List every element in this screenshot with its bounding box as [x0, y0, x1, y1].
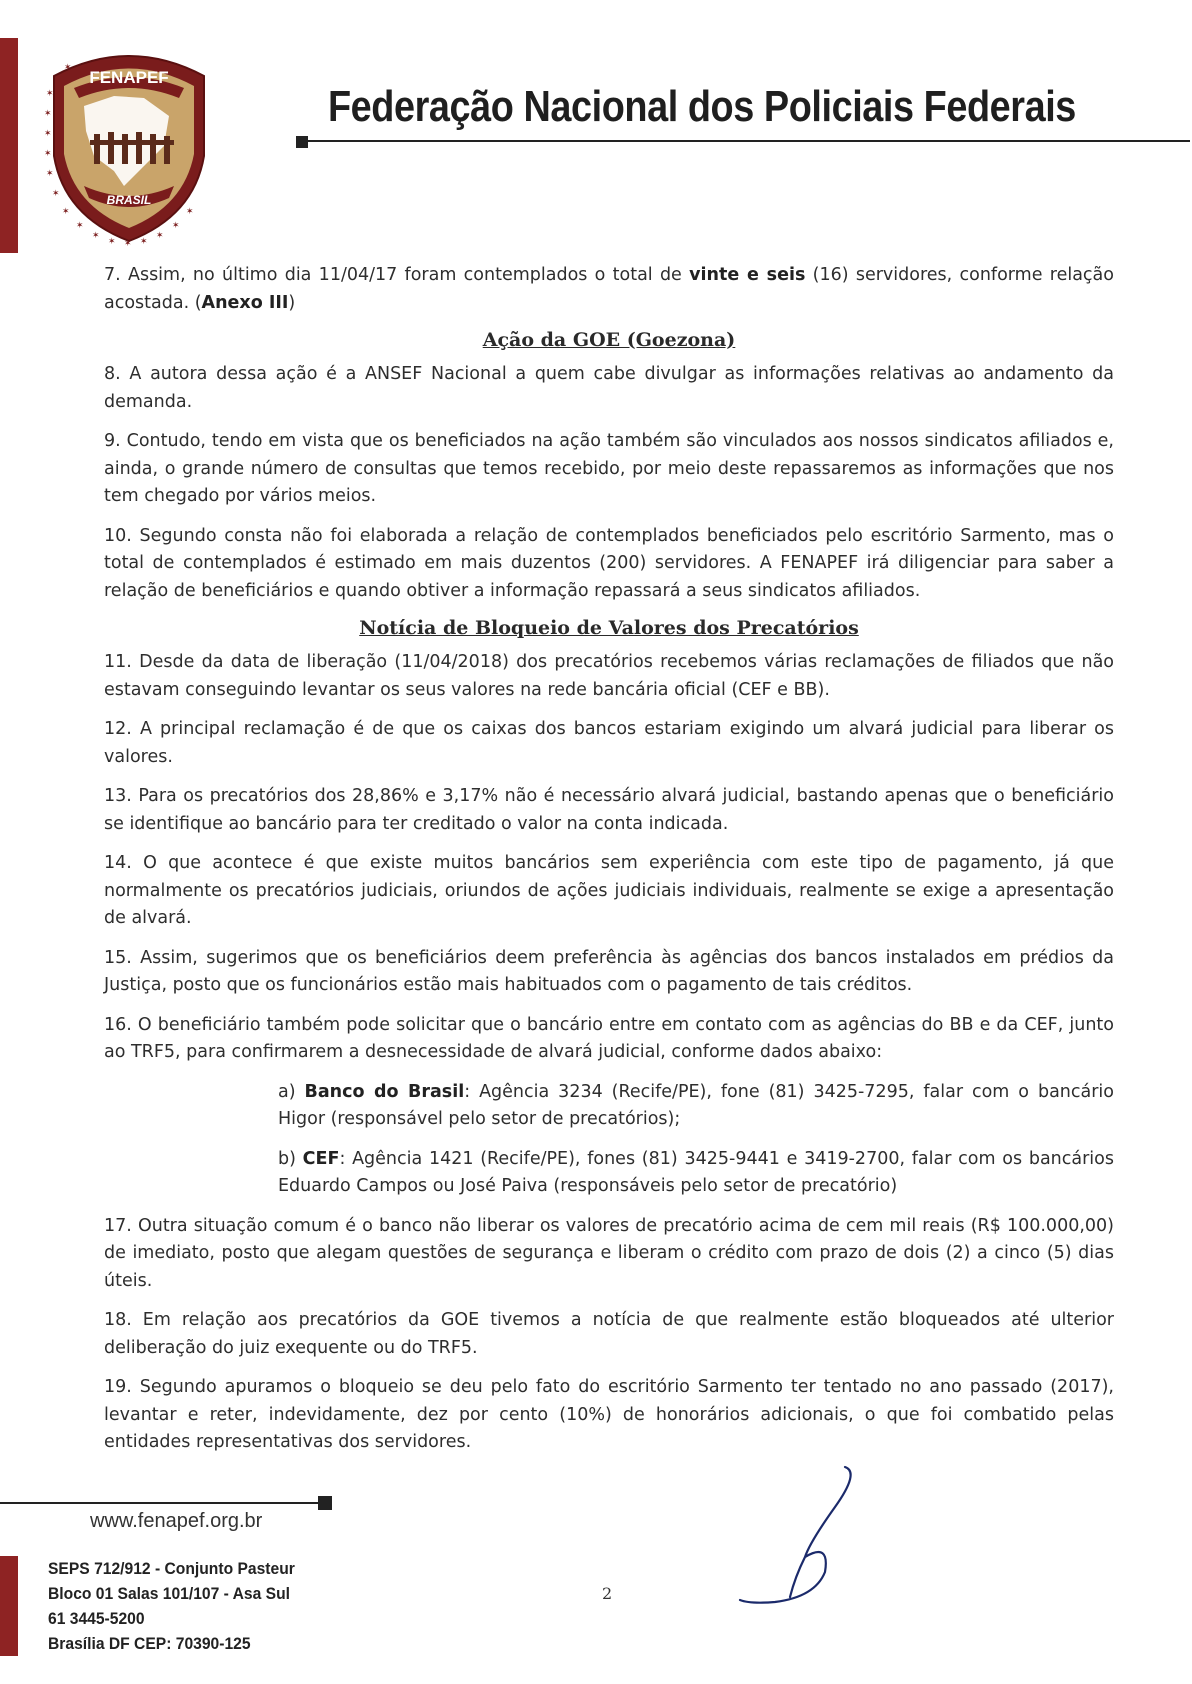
- paragraph-10: 10. Segundo consta não foi elaborada a relação de contemplados beneficiados pelo escritório Sarmento, mas o total de contemplados é estimado em mais duzentos (200) servidores. A FENAPEF irá diligenciar para saber a relação de beneficiários e quando obtiver a informação repassará a seus sindicatos afiliados.: [104, 525, 1114, 601]
- section-title-bloqueio: Notícia de Bloqueio de Valores dos Precatórios: [359, 617, 859, 639]
- paragraph-15: 15. Assim, sugerimos que os beneficiários deem preferência às agências dos bancos instalados em prédios da Justiça, posto que os funcionários estão mais habituados com o pagamento de tais créditos.: [104, 947, 1114, 995]
- paragraph-18: 18. Em relação aos precatórios da GOE tivemos a notícia de que realmente estão bloqueados até ulterior deliberação do juiz exequente ou do TRF5.: [104, 1310, 1114, 1358]
- paragraph-7: 7. Assim, no último dia 11/04/17 foram contemplados o total de vinte e seis (16) servidores, conforme relação acostada. (Anexo III): [104, 265, 1114, 313]
- logo-bottom-text: BRASIL: [106, 193, 152, 207]
- svg-text:✶: ✶: [46, 89, 54, 99]
- paragraph-11: 11. Desde da data de liberação (11/04/2018) dos precatórios recebemos várias reclamações de filiados que não estavam conseguindo levantar os seus valores na rede bancária oficial (CEF e BB).: [104, 652, 1114, 700]
- address-line-4: Brasília DF CEP: 70390-125: [48, 1634, 251, 1653]
- address-line-1: SEPS 712/912 - Conjunto Pasteur: [48, 1559, 295, 1578]
- footer-address: [48, 1556, 295, 1656]
- footer-rule: [0, 1502, 326, 1504]
- page-number: 2: [602, 1584, 613, 1603]
- paragraph-8: 8. A autora dessa ação é a ANSEF Nacional a quem cabe divulgar as informações relativas ao andamento da demanda.: [104, 364, 1114, 412]
- svg-text:✶: ✶: [44, 149, 52, 159]
- header-rule-square: [296, 136, 308, 148]
- organization-title: Federação Nacional dos Policiais Federais: [328, 82, 1076, 131]
- svg-text:✶: ✶: [46, 169, 54, 179]
- logo-top-text: FENAPEF: [89, 68, 169, 87]
- svg-text:✶: ✶: [92, 231, 100, 241]
- paragraph-17: 17. Outra situação comum é o banco não liberar os valores de precatório acima de cem mil reais (R$ 100.000,00) de imediato, posto que alegam questões de segurança e liberam o crédito com prazo de dois (2) a cinco (5) dias úteis.: [104, 1215, 1114, 1291]
- paragraph-12: 12. A principal reclamação é de que os caixas dos bancos estariam exigindo um alvará judicial para liberar os valores.: [104, 719, 1114, 767]
- svg-text:✶: ✶: [108, 237, 116, 246]
- paragraph-14: 14. O que acontece é que existe muitos bancários sem experiência com este tipo de pagamento, já que normalmente os precatórios judiciais, oriundos de ações judiciais individuais, realmente se exige a apresentação de alvará.: [104, 853, 1114, 928]
- document-body: [104, 262, 1114, 1469]
- svg-text:✶: ✶: [172, 221, 180, 231]
- left-red-bar-top: [0, 38, 18, 253]
- handwritten-signature: [735, 1462, 865, 1612]
- paragraph-16: 16. O beneficiário também pode solicitar que o bancário entre em contato com as agências do BB e da CEF, junto ao TRF5, para confirmarem a desnecessidade de alvará judicial, conforme dados abaixo:: [104, 1014, 1114, 1062]
- paragraph-13: 13. Para os precatórios dos 28,86% e 3,17% não é necessário alvará judicial, bastando apenas que o beneficiário se identifique ao bancário para ter creditado o valor na conta indicada.: [104, 786, 1114, 834]
- fenapef-badge-logo: [44, 36, 214, 246]
- section-title-goe: Ação da GOE (Goezona): [482, 329, 736, 351]
- paragraph-16-a: a) Banco do Brasil: Agência 3234 (Recife/PE), fone (81) 3425-7295, falar com o bancário Higor (responsável pelo setor de precatórios);: [278, 1081, 1114, 1129]
- svg-text:✶: ✶: [44, 129, 52, 139]
- footer-rule-square: [318, 1496, 332, 1510]
- svg-text:✶: ✶: [44, 109, 52, 119]
- svg-text:✶: ✶: [52, 189, 60, 199]
- address-line-2: Bloco 01 Salas 101/107 - Asa Sul: [48, 1584, 290, 1603]
- header-rule: [300, 140, 1190, 142]
- paragraph-9: 9. Contudo, tendo em vista que os beneficiados na ação também são vinculados aos nossos sindicatos afiliados e, ainda, o grande número de consultas que temos recebido, por meio deste repassaremos as informações que nos tem chegado por vários meios.: [104, 431, 1114, 506]
- address-line-3: 61 3445-5200: [48, 1609, 145, 1628]
- svg-text:✶: ✶: [64, 63, 72, 73]
- left-red-bar-bottom: [0, 1556, 18, 1656]
- svg-text:✶: ✶: [124, 239, 132, 246]
- svg-text:✶: ✶: [76, 221, 84, 231]
- paragraph-19: 19. Segundo apuramos o bloqueio se deu pelo fato do escritório Sarmento ter tentado no ano passado (2017), levantar e reter, indevidamente, dez por cento (10%) de honorários adicionais, o que foi combatido pelas entidades representativas dos servidores.: [104, 1377, 1114, 1452]
- svg-text:✶: ✶: [156, 231, 164, 241]
- website-link[interactable]: www.fenapef.org.br: [90, 1510, 263, 1532]
- svg-text:✶: ✶: [62, 207, 70, 217]
- paragraph-16-b: b) CEF: Agência 1421 (Recife/PE), fones (81) 3425-9441 e 3419-2700, falar com os bancários Eduardo Campos ou José Paiva (responsáveis pelo setor de precatório): [278, 1148, 1114, 1196]
- svg-text:✶: ✶: [140, 237, 148, 246]
- svg-text:✶: ✶: [186, 207, 194, 217]
